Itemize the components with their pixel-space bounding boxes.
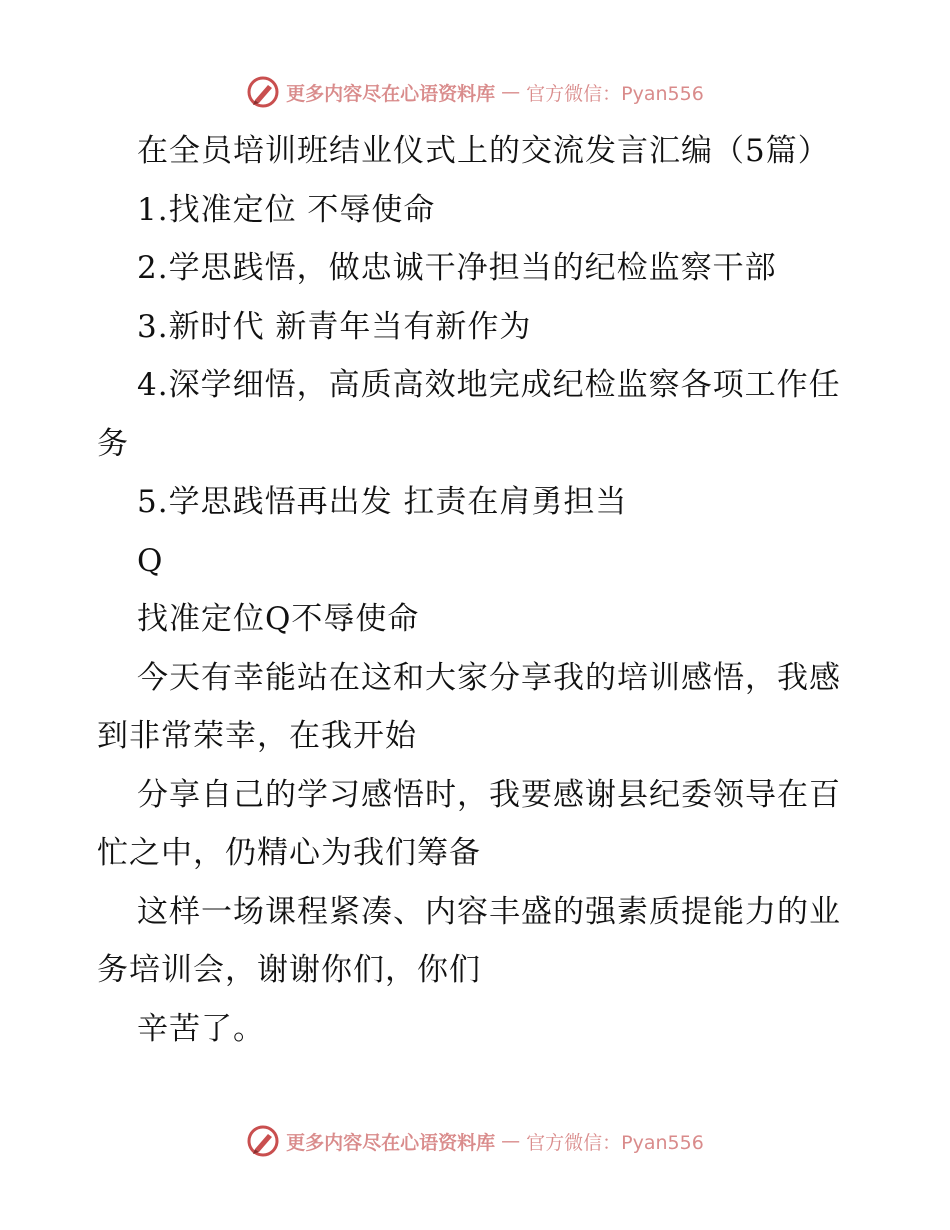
pen-logo-icon xyxy=(246,1124,280,1158)
toc-item-4: 4.深学细悟，高质高效地完成纪检监察各项工作任务 xyxy=(97,367,841,462)
banner-sub-text: 官方微信：Pyan556 xyxy=(526,1131,704,1154)
toc-item-1: 1.找准定位 不辱使命 xyxy=(137,191,436,228)
toc-item-5: 5.学思践悟再出发 扛责在肩勇担当 xyxy=(137,484,628,520)
header-watermark xyxy=(0,72,950,112)
section-marker: Q xyxy=(137,542,164,579)
section-heading: 找准定位Q不辱使命 xyxy=(137,601,420,637)
document-title: 在全员培训班结业仪式上的交流发言汇编（5篇） xyxy=(137,133,830,169)
pen-logo-icon xyxy=(246,75,280,109)
body-paragraph: 今天有幸能站在这和大家分享我的培训感悟，我感到非常荣幸，在我开始 xyxy=(97,659,841,754)
toc-item-3: 3.新时代 新青年当有新作为 xyxy=(137,308,532,345)
body-paragraph: 辛苦了。 xyxy=(137,1010,265,1047)
banner-main-text: 更多内容尽在心语资料库 xyxy=(286,82,496,105)
footer-watermark xyxy=(0,1121,950,1161)
banner-main-text: 更多内容尽在心语资料库 xyxy=(286,1131,496,1154)
banner-dash: — xyxy=(501,1130,521,1152)
banner-sub-text: 官方微信：Pyan556 xyxy=(526,82,704,105)
banner-dash: — xyxy=(501,81,521,103)
body-paragraph: 分享自己的学习感悟时，我要感谢县纪委领导在百忙之中，仍精心为我们筹备 xyxy=(97,776,841,871)
toc-item-2: 2.学思践悟，做忠诚干净担当的纪检监察干部 xyxy=(137,250,777,286)
body-paragraph: 这样一场课程紧凑、内容丰盛的强素质提能力的业务培训会，谢谢你们，你们 xyxy=(97,893,841,988)
document-body xyxy=(97,122,852,1058)
